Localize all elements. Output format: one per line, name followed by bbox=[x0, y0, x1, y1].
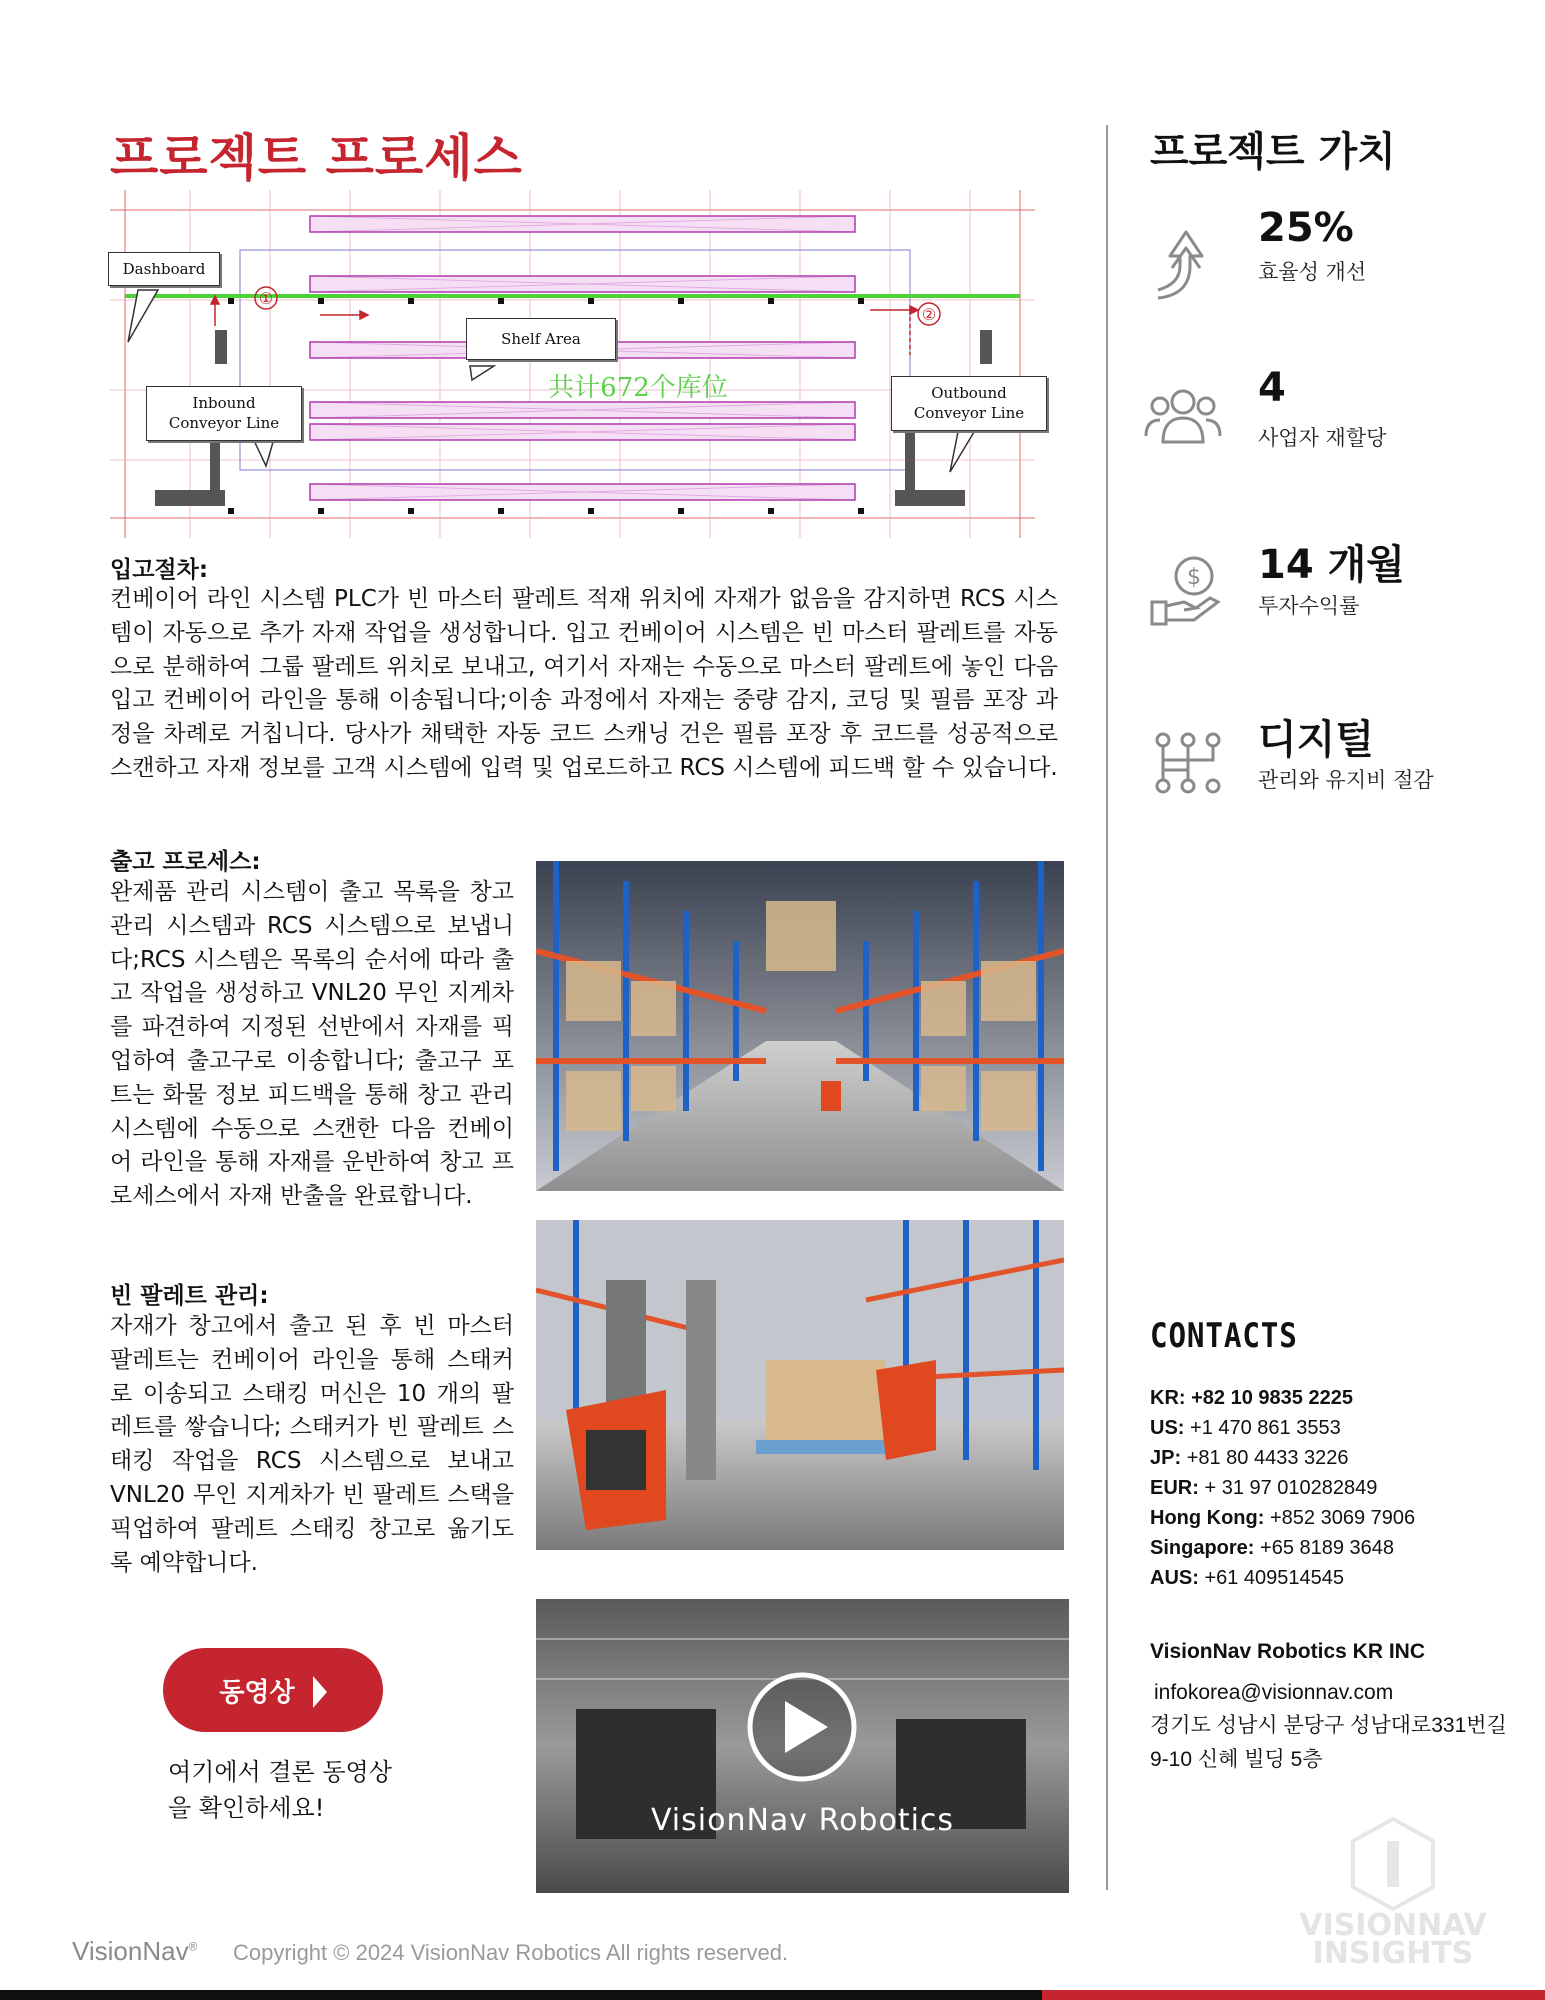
contact-sg bbox=[1150, 1533, 1394, 1563]
video-note-line-2: 을 확인하세요! bbox=[168, 1794, 325, 1822]
video-button[interactable] bbox=[163, 1648, 383, 1732]
inbound-text: 컨베이어 라인 시스템 PLC가 빈 마스터 팔레트 적재 위치에 자재가 없음을 감지하면 RCS 시스템이 자동으로 추가 자재 작업을 생성합니다. 입고 컨베이어 시스템은 빈 마스터 팔레트를 자동으로 분해하여 그룹 팔레트 위치로 보내고, 여기서 자재는 수동으로 마스터 팔레트에 놓인 다음 입고 컨베이어 라인을 통해 이송됩니다;이송 과정에서 자재는 중량 감지, 코딩 및 필름 포장 과정을 차례로 거칩니다. 당사가 채택한 자동 코드 스캐닝 건은 필름 포장 후 코드를 성공적으로 스캔하고 자재 정보를 고객 시스템에 입력 및 업로드하고 RCS 시스템에 피드백 할 수 있습니다. bbox=[110, 586, 1058, 781]
marker-2: ② bbox=[921, 305, 937, 324]
contact-us-label: US: bbox=[1150, 1417, 1185, 1439]
stat-value-1: 25% bbox=[1258, 205, 1354, 251]
contact-aus-value: +61 409514545 bbox=[1204, 1567, 1345, 1589]
inbound-heading: 입고절차: bbox=[110, 557, 209, 583]
contact-sg-value: +65 8189 3648 bbox=[1260, 1537, 1395, 1559]
callout-shelf-area: Shelf Area bbox=[466, 318, 616, 360]
contact-kr-value: +82 10 9835 2225 bbox=[1191, 1387, 1353, 1409]
contact-eur bbox=[1150, 1473, 1377, 1503]
chevron-right-icon bbox=[313, 1676, 327, 1708]
visionnav-insights-watermark bbox=[1283, 1815, 1503, 1965]
money-hand-icon bbox=[1150, 552, 1222, 626]
watermark-line-1: VISIONNAV bbox=[1299, 1908, 1487, 1943]
forklift-photo bbox=[536, 1220, 1064, 1550]
footer-logo-text: VisionNav bbox=[72, 1936, 189, 1966]
play-icon[interactable] bbox=[750, 1675, 854, 1779]
contact-kr bbox=[1150, 1383, 1353, 1413]
callout-outbound-conveyor: Outbound Conveyor Line bbox=[891, 376, 1047, 431]
video-thumbnail[interactable] bbox=[536, 1599, 1069, 1893]
contact-jp bbox=[1150, 1443, 1349, 1473]
address-line-2: 9-10 신혜 빌딩 5층 bbox=[1150, 1748, 1323, 1771]
contact-us bbox=[1150, 1413, 1341, 1443]
contact-hk-value: +852 3069 7906 bbox=[1269, 1507, 1416, 1529]
outbound-text: 완제품 관리 시스템이 출고 목록을 창고 관리 시스템과 RCS 시스템으로 보냅니다;RCS 시스템은 목록의 순서에 따라 출고 작업을 생성하고 VNL20 무인 지게차를 파견하여 지정된 선반에서 자재를 픽업하여 출고구로 이송합니다; 출고구 포트는 화물 정보 피드백을 통해 창고 관리 시스템에 수동으로 스캔한 다음 컨베이어 라인을 통해 자재를 운반하여 창고 프로세스에서 자재 반출을 완료합니다. bbox=[110, 879, 514, 1210]
contact-eur-label: EUR: bbox=[1150, 1477, 1199, 1499]
pallet-heading: 빈 팔레트 관리: bbox=[110, 1283, 269, 1309]
footer-bar-black bbox=[0, 1990, 1042, 2000]
video-button-label: 동영상 bbox=[219, 1677, 295, 1708]
registered-mark: ® bbox=[188, 1939, 198, 1954]
stat-label-4: 관리와 유지비 절감 bbox=[1258, 768, 1434, 792]
footer-logo bbox=[72, 1936, 197, 1967]
contact-jp-label: JP: bbox=[1150, 1447, 1182, 1469]
stat-value-4: 디지털 bbox=[1258, 717, 1374, 763]
stat-label-3: 투자수익률 bbox=[1258, 594, 1360, 618]
growth-arrow-icon bbox=[1150, 226, 1220, 302]
contact-aus bbox=[1150, 1563, 1344, 1593]
marker-1: ① bbox=[258, 289, 274, 308]
contact-us-value: +1 470 861 3553 bbox=[1190, 1417, 1341, 1439]
address-line-1: 경기도 성남시 분당구 성남대로331번길 bbox=[1150, 1714, 1507, 1737]
contact-sg-label: Singapore: bbox=[1150, 1537, 1255, 1559]
people-icon bbox=[1142, 382, 1224, 446]
pallet-text: 자재가 창고에서 출고 된 후 빈 마스터 팔레트는 컨베이어 라인을 통해 스태커로 이송되고 스태킹 머신은 10 개의 팔레트를 쌓습니다; 스태커가 빈 팔레트 스태킹 작업을 RCS 시스템으로 보내고 VNL20 무인 지게차가 빈 팔레트 스택을 픽업하여 팔레트 스태킹 창고로 옮기도록 예약합니다. bbox=[110, 1313, 514, 1576]
callout-dashboard: Dashboard bbox=[108, 252, 220, 286]
capacity-text: 共计672个库位 bbox=[548, 373, 728, 403]
footer-bar-red bbox=[1042, 1990, 1545, 2000]
warehouse-aisle-photo bbox=[536, 861, 1064, 1191]
contact-jp-value: +81 80 4433 3226 bbox=[1186, 1447, 1349, 1469]
contact-email[interactable]: infokorea@visionnav.com bbox=[1154, 1681, 1394, 1704]
page-title: 프로젝트 프로세스 bbox=[110, 129, 523, 187]
video-caption: VisionNav Robotics bbox=[650, 1803, 955, 1838]
stat-value-3: 14 개월 bbox=[1258, 542, 1405, 588]
stat-value-2: 4 bbox=[1258, 365, 1286, 411]
callout-inbound-conveyor: Inbound Conveyor Line bbox=[146, 386, 302, 441]
outbound-heading: 출고 프로세스: bbox=[110, 849, 261, 875]
footer-copyright: Copyright © 2024 VisionNav Robotics All rights reserved. bbox=[233, 1940, 789, 1965]
stat-label-2: 사업자 재할당 bbox=[1258, 426, 1387, 450]
watermark-line-2: INSIGHTS bbox=[1312, 1936, 1474, 1965]
company-name: VisionNav Robotics KR INC bbox=[1150, 1640, 1425, 1663]
contact-eur-value: + 31 97 010282849 bbox=[1204, 1477, 1378, 1499]
video-note-line-1: 여기에서 결론 동영상 bbox=[168, 1758, 392, 1786]
contact-kr-label: KR: bbox=[1150, 1387, 1186, 1409]
warehouse-layout-diagram bbox=[110, 190, 1035, 538]
contact-hk bbox=[1150, 1503, 1415, 1533]
contacts-title: CONTACTS bbox=[1150, 1316, 1298, 1356]
video-note bbox=[168, 1754, 392, 1826]
network-icon bbox=[1153, 730, 1223, 796]
column-divider bbox=[1106, 125, 1108, 1890]
contact-aus-label: AUS: bbox=[1150, 1567, 1199, 1589]
project-value-title: 프로젝트 가치 bbox=[1150, 129, 1396, 175]
svg-text:$: $ bbox=[1187, 565, 1201, 590]
stat-label-1: 효율성 개선 bbox=[1258, 260, 1367, 284]
contact-hk-label: Hong Kong: bbox=[1150, 1507, 1265, 1529]
